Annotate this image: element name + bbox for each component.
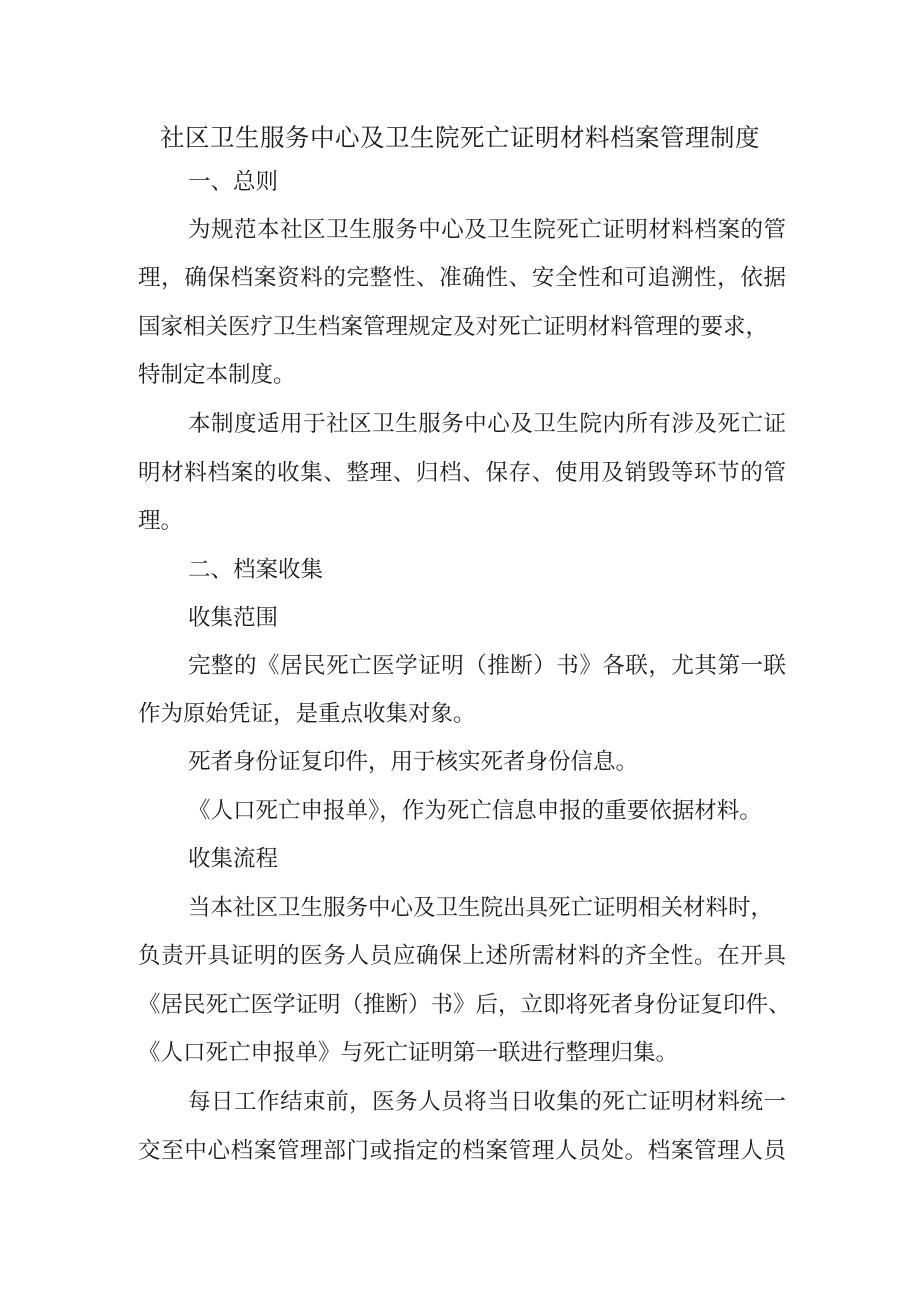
paragraph-line: 完整的《居民死亡医学证明（推断）书》各联，尤其第一联 — [188, 653, 786, 679]
paragraph-line: 《人口死亡申报单》与死亡证明第一联进行整理归集。 — [138, 1040, 679, 1066]
paragraph-line: 本制度适用于社区卫生服务中心及卫生院内所有涉及死亡证 — [188, 411, 786, 437]
paragraph-line: 理，确保档案资料的完整性、准确性、安全性和可追溯性，依据 — [138, 265, 786, 291]
paragraph-line: 为规范本社区卫生服务中心及卫生院死亡证明材料档案的管 — [188, 217, 786, 243]
section-heading-collection: 二、档案收集 — [188, 557, 324, 583]
paragraph-line: 《人口死亡申报单》，作为死亡信息申报的重要依据材料。 — [188, 798, 762, 824]
paragraph-line: 国家相关医疗卫生档案管理规定及对死亡证明材料管理的要求， — [138, 314, 769, 340]
paragraph-line: 每日工作结束前，医务人员将当日收集的死亡证明材料统一 — [188, 1089, 786, 1115]
paragraph-line: 明材料档案的收集、整理、归档、保存、使用及销毁等环节的管 — [138, 460, 786, 486]
subheading-collection-process: 收集流程 — [188, 846, 279, 872]
document-title: 社区卫生服务中心及卫生院死亡证明材料档案管理制度 — [160, 123, 760, 152]
subheading-collection-scope: 收集范围 — [188, 605, 279, 631]
paragraph-line: 作为原始凭证，是重点收集对象。 — [138, 701, 476, 727]
paragraph-line: 负责开具证明的医务人员应确保上述所需材料的齐全性。在开具 — [138, 943, 786, 969]
paragraph-line: 理。 — [138, 508, 184, 534]
paragraph-line: 当本社区卫生服务中心及卫生院出具死亡证明相关材料时， — [188, 895, 774, 921]
paragraph-line: 特制定本制度。 — [138, 362, 296, 388]
paragraph-line: 《居民死亡医学证明（推断）书》后，立即将死者身份证复印件、 — [138, 992, 791, 1018]
section-heading-general: 一、总则 — [188, 169, 279, 195]
paragraph-line: 死者身份证复印件，用于核实死者身份信息。 — [188, 749, 639, 775]
paragraph-line: 交至中心档案管理部门或指定的档案管理人员处。档案管理人员 — [138, 1138, 786, 1164]
